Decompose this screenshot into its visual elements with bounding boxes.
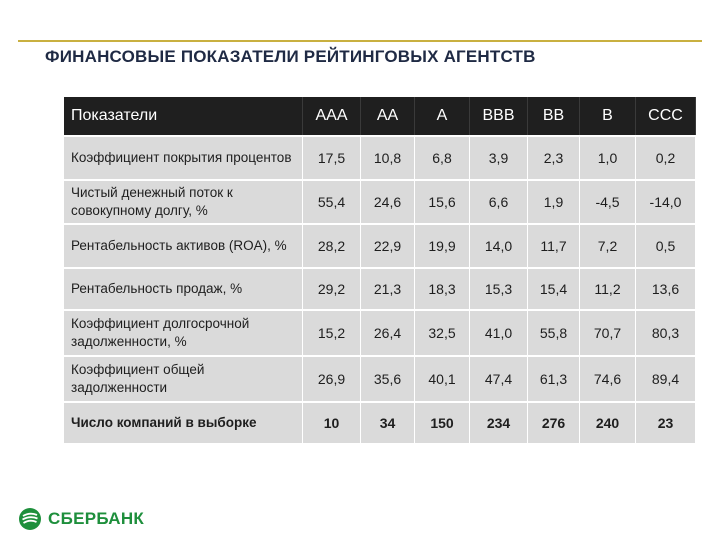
header-rating-bb: ВВ <box>528 97 580 135</box>
row-label: Коэффициент долгосрочной задолженности, % <box>64 309 303 355</box>
table-cell: 40,1 <box>415 355 470 401</box>
table-cell: 15,6 <box>415 179 470 223</box>
header-rating-aaa: ААА <box>303 97 361 135</box>
table-cell: 35,6 <box>361 355 415 401</box>
table-cell: 18,3 <box>415 267 470 309</box>
table-cell: 240 <box>580 401 636 443</box>
table-cell: 13,6 <box>636 267 696 309</box>
table-row <box>64 135 696 179</box>
table-cell: -14,0 <box>636 179 696 223</box>
table-row <box>64 179 696 223</box>
table-cell: 26,9 <box>303 355 361 401</box>
table-cell: 47,4 <box>470 355 528 401</box>
table-cell: 234 <box>470 401 528 443</box>
table-cell: 1,9 <box>528 179 580 223</box>
table-cell: 29,2 <box>303 267 361 309</box>
table-cell: 15,2 <box>303 309 361 355</box>
row-label: Рентабельность продаж, % <box>64 267 303 309</box>
table-row <box>64 401 696 443</box>
sberbank-logo <box>18 506 144 532</box>
ratings-table-container <box>64 97 696 443</box>
table-cell: 6,6 <box>470 179 528 223</box>
table-cell: 34 <box>361 401 415 443</box>
row-label: Коэффициент общей задолженности <box>64 355 303 401</box>
table-cell: 89,4 <box>636 355 696 401</box>
sberbank-logo-icon <box>18 507 42 531</box>
table-cell: 1,0 <box>580 135 636 179</box>
table-cell: 74,6 <box>580 355 636 401</box>
table-cell: 2,3 <box>528 135 580 179</box>
table-cell: 19,9 <box>415 223 470 267</box>
table-cell: 21,3 <box>361 267 415 309</box>
table-cell: 41,0 <box>470 309 528 355</box>
table-cell: 32,5 <box>415 309 470 355</box>
slide-title: ФИНАНСОВЫЕ ПОКАЗАТЕЛИ РЕЙТИНГОВЫХ АГЕНТСТВ <box>45 47 536 66</box>
table-cell: -4,5 <box>580 179 636 223</box>
table-row <box>64 267 696 309</box>
row-label: Рентабельность активов (ROA), % <box>64 223 303 267</box>
table-cell: 15,4 <box>528 267 580 309</box>
table-cell: 26,4 <box>361 309 415 355</box>
row-label: Чистый денежный поток к совокупному долгу, % <box>64 179 303 223</box>
table-row <box>64 223 696 267</box>
row-label: Коэффициент покрытия процентов <box>64 135 303 179</box>
table-cell: 11,7 <box>528 223 580 267</box>
table-header-row <box>64 97 696 135</box>
header-rating-bbb: ВВВ <box>470 97 528 135</box>
header-indicators: Показатели <box>64 97 303 135</box>
header-rating-a: А <box>415 97 470 135</box>
table-cell: 11,2 <box>580 267 636 309</box>
table-cell: 24,6 <box>361 179 415 223</box>
title-divider <box>18 40 702 42</box>
table-cell: 28,2 <box>303 223 361 267</box>
table-cell: 14,0 <box>470 223 528 267</box>
table-cell: 6,8 <box>415 135 470 179</box>
table-cell: 0,5 <box>636 223 696 267</box>
table-cell: 17,5 <box>303 135 361 179</box>
table-cell: 276 <box>528 401 580 443</box>
table-cell: 23 <box>636 401 696 443</box>
logo-text: СБЕРБАНК <box>48 509 145 528</box>
table-cell: 7,2 <box>580 223 636 267</box>
table-row <box>64 355 696 401</box>
table-cell: 10 <box>303 401 361 443</box>
row-label: Число компаний в выборке <box>64 401 303 443</box>
ratings-table <box>64 97 696 443</box>
table-cell: 22,9 <box>361 223 415 267</box>
table-cell: 55,8 <box>528 309 580 355</box>
table-cell: 3,9 <box>470 135 528 179</box>
table-cell: 150 <box>415 401 470 443</box>
table-cell: 55,4 <box>303 179 361 223</box>
table-row <box>64 309 696 355</box>
table-cell: 0,2 <box>636 135 696 179</box>
table-cell: 70,7 <box>580 309 636 355</box>
table-cell: 61,3 <box>528 355 580 401</box>
table-cell: 15,3 <box>470 267 528 309</box>
header-rating-ccc: ССС <box>636 97 696 135</box>
table-cell: 10,8 <box>361 135 415 179</box>
header-rating-aa: АА <box>361 97 415 135</box>
table-cell: 80,3 <box>636 309 696 355</box>
header-rating-b: В <box>580 97 636 135</box>
